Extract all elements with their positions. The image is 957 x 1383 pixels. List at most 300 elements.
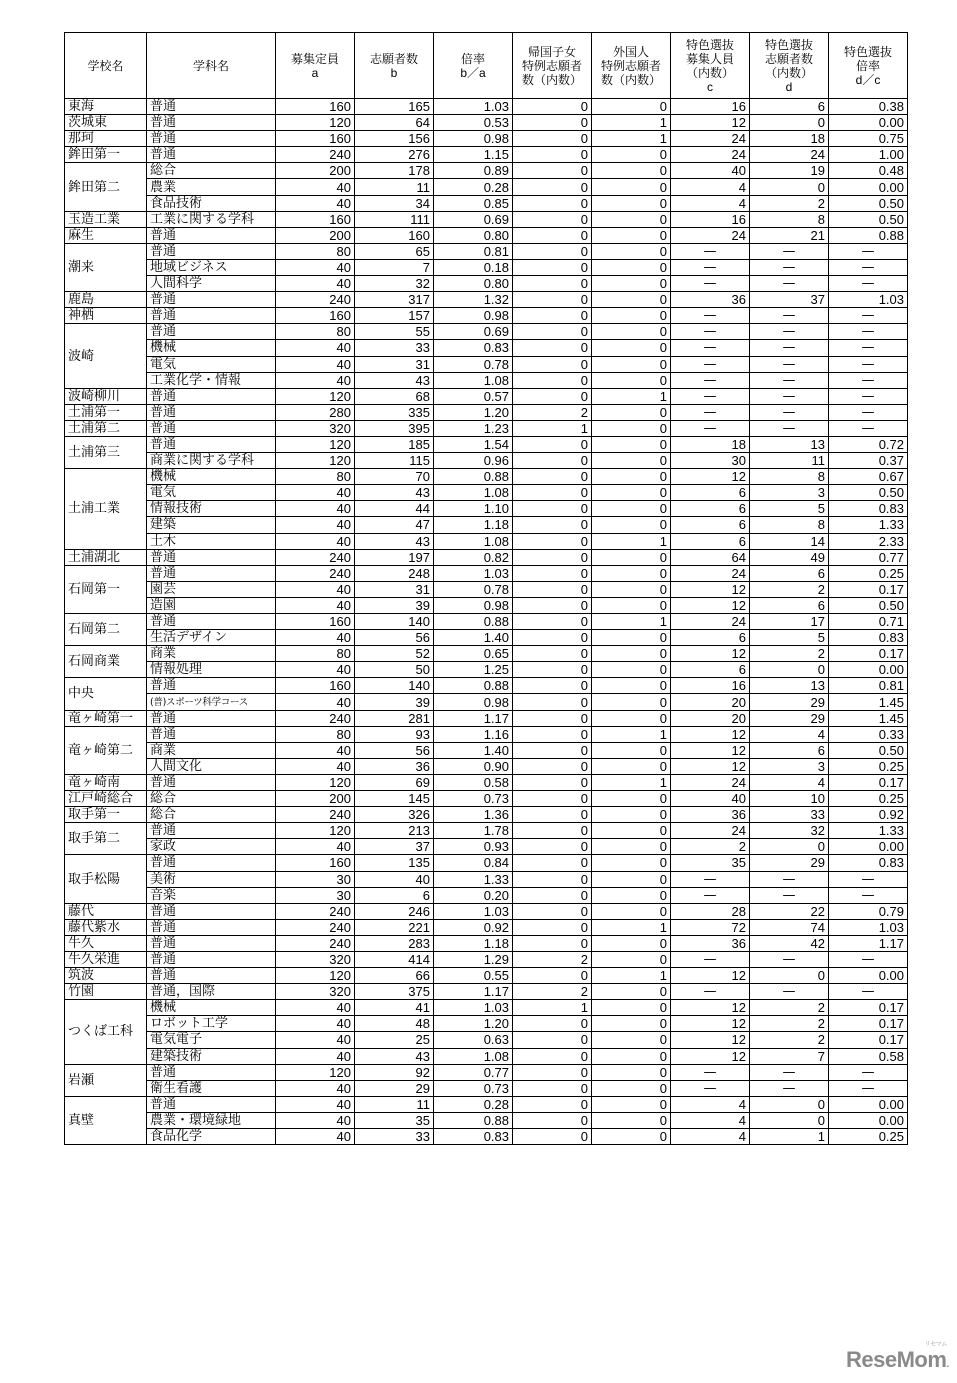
returnee-cell: 1 (513, 420, 592, 436)
department-cell: 普通 (147, 614, 276, 630)
ratio-cell: 1.03 (434, 903, 513, 919)
ratio-cell: 1.25 (434, 662, 513, 678)
table-row (65, 420, 908, 436)
capacity-cell: 80 (276, 324, 355, 340)
ratio-cell: 1.17 (434, 710, 513, 726)
ratio-cell: 1.03 (434, 99, 513, 115)
special-applicants-cell: 8 (750, 469, 829, 485)
applicants-cell: 111 (355, 211, 434, 227)
header-row (65, 33, 908, 99)
special-ratio-cell: — (829, 420, 908, 436)
foreign-cell: 0 (592, 227, 671, 243)
special-ratio-cell: 0.25 (829, 758, 908, 774)
special-applicants-cell: — (750, 1080, 829, 1096)
foreign-cell: 0 (592, 1048, 671, 1064)
ratio-cell: 0.57 (434, 388, 513, 404)
ratio-cell: 0.28 (434, 179, 513, 195)
special-ratio-cell: 0.88 (829, 227, 908, 243)
department-cell: 機械 (147, 1000, 276, 1016)
special-applicants-cell: 24 (750, 147, 829, 163)
returnee-cell: 0 (513, 372, 592, 388)
ratio-cell: 1.40 (434, 630, 513, 646)
returnee-cell: 0 (513, 99, 592, 115)
department-cell: 家政 (147, 839, 276, 855)
foreign-cell: 0 (592, 276, 671, 292)
table-row (65, 678, 908, 694)
department-cell: 土木 (147, 533, 276, 549)
returnee-cell: 0 (513, 1112, 592, 1128)
foreign-cell: 0 (592, 372, 671, 388)
returnee-cell: 0 (513, 791, 592, 807)
special-capacity-cell: 12 (671, 1048, 750, 1064)
special-ratio-cell: 0.00 (829, 1112, 908, 1128)
applicants-cell: 92 (355, 1064, 434, 1080)
special-ratio-cell: 0.00 (829, 179, 908, 195)
foreign-cell: 0 (592, 308, 671, 324)
returnee-cell: 0 (513, 597, 592, 613)
school-name-cell: 土浦第三 (65, 436, 147, 468)
special-ratio-cell: — (829, 308, 908, 324)
header-line3: 数（内数） (521, 72, 582, 87)
department-cell: 普通 (147, 404, 276, 420)
column-header-foreign-applicants (592, 33, 671, 99)
special-ratio-cell: 1.33 (829, 823, 908, 839)
capacity-cell: 240 (276, 549, 355, 565)
ratio-cell: 0.93 (434, 839, 513, 855)
applicants-cell: 160 (355, 227, 434, 243)
table-row (65, 1048, 908, 1064)
capacity-cell: 80 (276, 243, 355, 259)
column-header-applicants-b (355, 33, 434, 99)
special-capacity-cell: — (671, 388, 750, 404)
table-row (65, 630, 908, 646)
capacity-cell: 80 (276, 646, 355, 662)
special-ratio-cell: 0.00 (829, 968, 908, 984)
special-applicants-cell: — (750, 324, 829, 340)
ratio-cell: 0.78 (434, 581, 513, 597)
special-applicants-cell: — (750, 340, 829, 356)
returnee-cell: 0 (513, 1048, 592, 1064)
logo-text: ReseMom (846, 1347, 947, 1372)
applicants-cell: 36 (355, 758, 434, 774)
table-row (65, 614, 908, 630)
capacity-cell: 240 (276, 565, 355, 581)
department-cell: 電気電子 (147, 1032, 276, 1048)
ratio-cell: 0.28 (434, 1096, 513, 1112)
special-capacity-cell: 20 (671, 710, 750, 726)
special-ratio-cell: — (829, 887, 908, 903)
foreign-cell: 0 (592, 259, 671, 275)
special-capacity-cell: 4 (671, 1129, 750, 1145)
ratio-cell: 1.18 (434, 935, 513, 951)
special-applicants-cell: — (750, 951, 829, 967)
applicants-cell: 7 (355, 259, 434, 275)
table-row (65, 1064, 908, 1080)
department-cell: 普通，国際 (147, 984, 276, 1000)
special-ratio-cell: 0.50 (829, 597, 908, 613)
special-applicants-cell: — (750, 259, 829, 275)
capacity-cell: 40 (276, 259, 355, 275)
capacity-cell: 40 (276, 1112, 355, 1128)
returnee-cell: 0 (513, 292, 592, 308)
special-applicants-cell: — (750, 887, 829, 903)
school-name-cell: 土浦工業 (65, 469, 147, 549)
ratio-cell: 0.98 (434, 597, 513, 613)
returnee-cell: 0 (513, 243, 592, 259)
foreign-cell: 0 (592, 1080, 671, 1096)
capacity-cell: 40 (276, 597, 355, 613)
foreign-cell: 1 (592, 533, 671, 549)
foreign-cell: 0 (592, 340, 671, 356)
department-cell: 電気 (147, 356, 276, 372)
special-capacity-cell: 24 (671, 147, 750, 163)
returnee-cell: 0 (513, 115, 592, 131)
special-capacity-cell: 30 (671, 453, 750, 469)
school-name-cell: 鉾田第二 (65, 163, 147, 211)
school-name-cell: 那珂 (65, 131, 147, 147)
special-applicants-cell: 22 (750, 903, 829, 919)
returnee-cell: 0 (513, 179, 592, 195)
foreign-cell: 0 (592, 903, 671, 919)
school-name-cell: 石岡第二 (65, 614, 147, 646)
returnee-cell: 0 (513, 1064, 592, 1080)
capacity-cell: 40 (276, 372, 355, 388)
school-name-cell: 藤代 (65, 903, 147, 919)
returnee-cell: 0 (513, 1032, 592, 1048)
department-cell: 食品化学 (147, 1129, 276, 1145)
special-capacity-cell: 12 (671, 597, 750, 613)
returnee-cell: 0 (513, 1016, 592, 1032)
special-applicants-cell: 19 (750, 163, 829, 179)
special-ratio-cell: 0.71 (829, 614, 908, 630)
table-row (65, 1129, 908, 1145)
header-line2: 特例志願者 (521, 58, 582, 73)
foreign-cell: 0 (592, 453, 671, 469)
returnee-cell: 0 (513, 742, 592, 758)
table-row (65, 404, 908, 420)
applicants-cell: 135 (355, 855, 434, 871)
applicants-cell: 326 (355, 807, 434, 823)
applicants-cell: 41 (355, 1000, 434, 1016)
applicants-cell: 31 (355, 356, 434, 372)
department-cell: 総合 (147, 791, 276, 807)
applicants-cell: 33 (355, 1129, 434, 1145)
ratio-cell: 0.77 (434, 1064, 513, 1080)
table-row (65, 533, 908, 549)
special-ratio-cell: 0.25 (829, 791, 908, 807)
special-applicants-cell: 13 (750, 678, 829, 694)
table-body (65, 99, 908, 1145)
applicants-cell: 48 (355, 1016, 434, 1032)
foreign-cell: 0 (592, 420, 671, 436)
special-ratio-cell: — (829, 276, 908, 292)
table-row (65, 1016, 908, 1032)
applicants-cell: 213 (355, 823, 434, 839)
special-capacity-cell: 12 (671, 968, 750, 984)
foreign-cell: 1 (592, 131, 671, 147)
ratio-cell: 0.88 (434, 614, 513, 630)
returnee-cell: 0 (513, 968, 592, 984)
department-cell: 普通 (147, 935, 276, 951)
special-capacity-cell: 12 (671, 646, 750, 662)
applicants-cell: 185 (355, 436, 434, 452)
header-line1: 特色選抜 (764, 37, 813, 52)
school-name-cell: 波崎柳川 (65, 388, 147, 404)
school-name-cell: 取手第二 (65, 823, 147, 855)
special-applicants-cell: 42 (750, 935, 829, 951)
special-ratio-cell: — (829, 388, 908, 404)
special-applicants-cell: 7 (750, 1048, 829, 1064)
special-capacity-cell: 35 (671, 855, 750, 871)
applicants-cell: 33 (355, 340, 434, 356)
foreign-cell: 0 (592, 855, 671, 871)
capacity-cell: 40 (276, 356, 355, 372)
capacity-cell: 120 (276, 968, 355, 984)
foreign-cell: 0 (592, 485, 671, 501)
capacity-cell: 160 (276, 855, 355, 871)
department-cell: 普通 (147, 726, 276, 742)
department-cell: 電気 (147, 485, 276, 501)
returnee-cell: 0 (513, 646, 592, 662)
table-row (65, 710, 908, 726)
special-ratio-cell: 0.48 (829, 163, 908, 179)
ratio-cell: 0.78 (434, 356, 513, 372)
special-capacity-cell: — (671, 1064, 750, 1080)
special-applicants-cell: 4 (750, 774, 829, 790)
applicants-cell: 248 (355, 565, 434, 581)
applicants-cell: 165 (355, 99, 434, 115)
applicants-cell: 140 (355, 678, 434, 694)
application-ratio-table (64, 32, 908, 1145)
special-ratio-cell: — (829, 951, 908, 967)
applicants-cell: 55 (355, 324, 434, 340)
school-name-cell: 竜ヶ崎南 (65, 774, 147, 790)
returnee-cell: 0 (513, 807, 592, 823)
department-cell: 普通 (147, 855, 276, 871)
header-line1: 外国人 (612, 44, 649, 59)
returnee-cell: 0 (513, 436, 592, 452)
returnee-cell: 0 (513, 935, 592, 951)
special-ratio-cell: 0.67 (829, 469, 908, 485)
school-name-cell: 藤代紫水 (65, 919, 147, 935)
capacity-cell: 40 (276, 630, 355, 646)
applicants-cell: 115 (355, 453, 434, 469)
capacity-cell: 40 (276, 501, 355, 517)
returnee-cell: 0 (513, 1080, 592, 1096)
ratio-cell: 0.58 (434, 774, 513, 790)
applicants-cell: 25 (355, 1032, 434, 1048)
capacity-cell: 40 (276, 1016, 355, 1032)
column-header-ratio-b-a (434, 33, 513, 99)
ratio-cell: 0.20 (434, 887, 513, 903)
special-capacity-cell: — (671, 356, 750, 372)
special-ratio-cell: 2.33 (829, 533, 908, 549)
returnee-cell: 2 (513, 404, 592, 420)
table-row (65, 726, 908, 742)
applicants-cell: 414 (355, 951, 434, 967)
applicants-cell: 43 (355, 1048, 434, 1064)
foreign-cell: 0 (592, 549, 671, 565)
special-applicants-cell: 3 (750, 758, 829, 774)
special-ratio-cell: — (829, 340, 908, 356)
special-applicants-cell: 4 (750, 726, 829, 742)
ratio-cell: 0.89 (434, 163, 513, 179)
special-ratio-cell: 0.50 (829, 195, 908, 211)
ratio-cell: 1.40 (434, 742, 513, 758)
school-name-cell: 神栖 (65, 308, 147, 324)
foreign-cell: 0 (592, 951, 671, 967)
returnee-cell: 0 (513, 662, 592, 678)
applicants-cell: 283 (355, 935, 434, 951)
special-capacity-cell: 24 (671, 774, 750, 790)
ratio-cell: 1.03 (434, 565, 513, 581)
school-name-cell: 竜ヶ崎第二 (65, 726, 147, 774)
header-line2: 志願者数 (764, 51, 813, 66)
returnee-cell: 1 (513, 1000, 592, 1016)
special-ratio-cell: — (829, 259, 908, 275)
applicants-cell: 35 (355, 1112, 434, 1128)
ratio-cell: 1.08 (434, 372, 513, 388)
applicants-cell: 69 (355, 774, 434, 790)
capacity-cell: 40 (276, 179, 355, 195)
ratio-cell: 1.29 (434, 951, 513, 967)
special-capacity-cell: 4 (671, 1112, 750, 1128)
ratio-cell: 0.98 (434, 694, 513, 710)
column-header-school-name (65, 33, 147, 99)
department-cell: 商業 (147, 742, 276, 758)
capacity-cell: 160 (276, 308, 355, 324)
foreign-cell: 1 (592, 614, 671, 630)
special-ratio-cell: 0.83 (829, 855, 908, 871)
special-applicants-cell: 8 (750, 517, 829, 533)
capacity-cell: 240 (276, 903, 355, 919)
table-row (65, 517, 908, 533)
capacity-cell: 40 (276, 517, 355, 533)
special-applicants-cell: 6 (750, 597, 829, 613)
ratio-cell: 0.84 (434, 855, 513, 871)
returnee-cell: 2 (513, 951, 592, 967)
special-applicants-cell: 32 (750, 823, 829, 839)
special-capacity-cell: 12 (671, 1016, 750, 1032)
returnee-cell: 0 (513, 887, 592, 903)
returnee-cell: 0 (513, 630, 592, 646)
capacity-cell: 120 (276, 453, 355, 469)
foreign-cell: 0 (592, 517, 671, 533)
table-row (65, 259, 908, 275)
special-applicants-cell: 6 (750, 99, 829, 115)
school-name-cell: 波崎 (65, 324, 147, 388)
department-cell: 普通 (147, 308, 276, 324)
ratio-cell: 1.08 (434, 1048, 513, 1064)
department-cell: 工業化学・情報 (147, 372, 276, 388)
foreign-cell: 0 (592, 1032, 671, 1048)
applicants-cell: 335 (355, 404, 434, 420)
special-ratio-cell: 0.50 (829, 211, 908, 227)
table-row (65, 984, 908, 1000)
department-cell: 普通 (147, 243, 276, 259)
special-ratio-cell: — (829, 1080, 908, 1096)
foreign-cell: 0 (592, 163, 671, 179)
foreign-cell: 0 (592, 292, 671, 308)
school-name-cell: 土浦第一 (65, 404, 147, 420)
returnee-cell: 0 (513, 453, 592, 469)
ratio-cell: 0.69 (434, 211, 513, 227)
special-capacity-cell: — (671, 276, 750, 292)
special-ratio-cell: — (829, 372, 908, 388)
applicants-cell: 6 (355, 887, 434, 903)
special-ratio-cell: 0.17 (829, 1032, 908, 1048)
special-capacity-cell: 24 (671, 131, 750, 147)
foreign-cell: 0 (592, 195, 671, 211)
capacity-cell: 80 (276, 726, 355, 742)
column-header-capacity-a (276, 33, 355, 99)
ratio-cell: 1.20 (434, 1016, 513, 1032)
special-applicants-cell: 14 (750, 533, 829, 549)
special-applicants-cell: 8 (750, 211, 829, 227)
returnee-cell: 0 (513, 774, 592, 790)
applicants-cell: 221 (355, 919, 434, 935)
foreign-cell: 0 (592, 662, 671, 678)
special-applicants-cell: 2 (750, 646, 829, 662)
capacity-cell: 40 (276, 742, 355, 758)
ratio-cell: 1.54 (434, 436, 513, 452)
department-cell: 情報技術 (147, 501, 276, 517)
special-capacity-cell: 12 (671, 115, 750, 131)
applicants-cell: 52 (355, 646, 434, 662)
department-cell: 食品技術 (147, 195, 276, 211)
special-capacity-cell: 12 (671, 581, 750, 597)
applicants-cell: 39 (355, 597, 434, 613)
capacity-cell: 120 (276, 1064, 355, 1080)
returnee-cell: 0 (513, 131, 592, 147)
applicants-cell: 276 (355, 147, 434, 163)
ratio-cell: 0.88 (434, 1112, 513, 1128)
special-applicants-cell: 13 (750, 436, 829, 452)
table-row (65, 919, 908, 935)
school-name-cell: 竜ヶ崎第一 (65, 710, 147, 726)
table-row (65, 1000, 908, 1016)
foreign-cell: 1 (592, 115, 671, 131)
header-line1: 志願者数 (369, 51, 418, 66)
applicants-cell: 43 (355, 485, 434, 501)
special-capacity-cell: 6 (671, 501, 750, 517)
foreign-cell: 0 (592, 791, 671, 807)
special-capacity-cell: — (671, 871, 750, 887)
special-ratio-cell: 0.17 (829, 581, 908, 597)
table-row (65, 823, 908, 839)
returnee-cell: 0 (513, 614, 592, 630)
department-cell: 普通 (147, 1064, 276, 1080)
special-capacity-cell: 4 (671, 1096, 750, 1112)
ratio-cell: 0.98 (434, 308, 513, 324)
table-row (65, 694, 908, 710)
department-cell: 農業・環境緑地 (147, 1112, 276, 1128)
returnee-cell: 0 (513, 195, 592, 211)
special-applicants-cell: 29 (750, 855, 829, 871)
capacity-cell: 240 (276, 919, 355, 935)
school-name-cell: 鹿島 (65, 292, 147, 308)
special-ratio-cell: 0.83 (829, 630, 908, 646)
ratio-cell: 0.92 (434, 919, 513, 935)
table-row (65, 1032, 908, 1048)
table-row (65, 774, 908, 790)
capacity-cell: 40 (276, 195, 355, 211)
ratio-cell: 1.32 (434, 292, 513, 308)
ratio-cell: 1.08 (434, 485, 513, 501)
special-applicants-cell: 11 (750, 453, 829, 469)
applicants-cell: 43 (355, 533, 434, 549)
special-ratio-cell: 1.33 (829, 517, 908, 533)
